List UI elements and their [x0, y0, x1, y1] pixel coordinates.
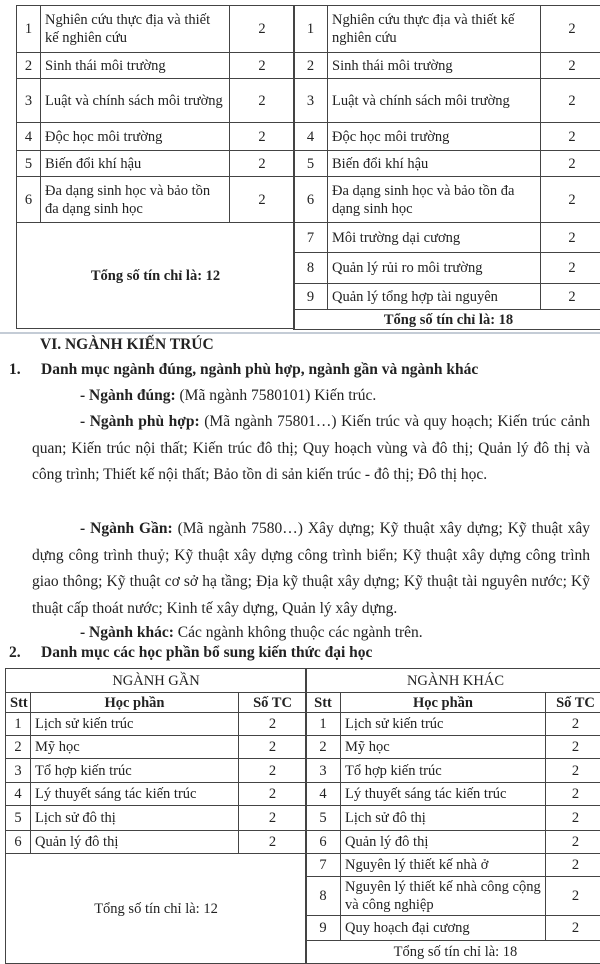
item-2-heading	[9, 644, 372, 662]
total-credits: Tổng số tín chỉ là: 12	[17, 223, 295, 329]
row-number: 4	[6, 783, 31, 806]
table-row	[294, 79, 600, 123]
row-number: 7	[306, 854, 341, 877]
table-row	[294, 253, 600, 284]
course-header: Học phần	[341, 693, 546, 713]
table-row	[306, 736, 600, 759]
total-credits: Tổng số tín chỉ là: 12	[6, 854, 307, 964]
row-number: 3	[17, 79, 41, 123]
credits: 2	[230, 53, 295, 79]
table-row	[294, 284, 600, 310]
course-name: Lịch sử kiến trúc	[31, 713, 239, 736]
row-number: 4	[17, 123, 41, 151]
table-row	[17, 53, 295, 79]
course-name: Lịch sử kiến trúc	[341, 713, 546, 736]
row-number: 6	[17, 177, 41, 223]
table-row	[17, 177, 295, 223]
row-number: 3	[294, 79, 328, 123]
credits-header: Số TC	[546, 693, 600, 713]
credits: 2	[541, 151, 600, 177]
table-row	[294, 223, 600, 253]
credits: 2	[541, 53, 600, 79]
table-row	[6, 759, 307, 783]
credits: 2	[239, 831, 307, 854]
total-credits: Tổng số tín chỉ là: 18	[294, 310, 600, 330]
course-name: Biến đổi khí hậu	[328, 151, 541, 177]
credits: 2	[230, 123, 295, 151]
row-number: 1	[17, 6, 41, 53]
credits: 2	[546, 916, 600, 941]
credits: 2	[230, 151, 295, 177]
table-row	[294, 151, 600, 177]
credits: 2	[546, 831, 600, 854]
credits: 2	[541, 79, 600, 123]
row-number: 6	[306, 831, 341, 854]
course-name: Độc học môi trường	[328, 123, 541, 151]
section-title	[40, 336, 214, 354]
course-name: Mỹ học	[31, 736, 239, 759]
page-separator	[0, 332, 600, 334]
course-name: Luật và chính sách môi trường	[41, 79, 230, 123]
nganh-gan-table	[5, 668, 307, 964]
nganh-dung-text: (Mã ngành 7580101) Kiến trúc.	[176, 387, 377, 404]
table-row	[306, 806, 600, 831]
credits: 2	[541, 123, 600, 151]
row-number: 1	[306, 713, 341, 736]
top-right-course-table	[293, 5, 600, 330]
credits: 2	[230, 79, 295, 123]
stt-header: Stt	[6, 693, 31, 713]
table-row	[294, 123, 600, 151]
nganh-phu-hop-paragraph	[32, 409, 590, 489]
table-row	[306, 831, 600, 854]
nganh-khac-text: Các ngành không thuộc các ngành trên.	[174, 624, 423, 641]
table-header-row	[306, 693, 600, 713]
total-credits: Tổng số tín chỉ là: 18	[306, 941, 600, 964]
credits: 2	[541, 177, 600, 223]
table-row	[294, 53, 600, 79]
nganh-dung-paragraph	[32, 383, 590, 410]
row-number: 8	[306, 877, 341, 916]
credits: 2	[546, 877, 600, 916]
total-row	[294, 310, 600, 330]
row-number: 6	[294, 177, 328, 223]
table-row	[17, 6, 295, 53]
course-name: Quản lý đô thị	[341, 831, 546, 854]
nganh-phu-hop-label: - Ngành phù hợp:	[80, 413, 200, 430]
table-row	[6, 736, 307, 759]
table-row	[294, 6, 600, 53]
credits: 2	[541, 253, 600, 284]
credits: 2	[239, 759, 307, 783]
course-name: Quản lý đô thị	[31, 831, 239, 854]
table-row	[6, 783, 307, 806]
row-number: 3	[306, 759, 341, 783]
row-number: 6	[6, 831, 31, 854]
course-name: Đa dạng sinh học và bảo tồn đa dạng sinh học	[41, 177, 230, 223]
course-name: Tổ hợp kiến trúc	[31, 759, 239, 783]
total-row	[6, 854, 307, 964]
row-number: 1	[294, 6, 328, 53]
item-2-title: Danh mục các học phần bổ sung kiến thức đại học	[41, 644, 372, 661]
credits: 2	[541, 284, 600, 310]
course-name: Sinh thái môi trường	[328, 53, 541, 79]
total-row	[17, 223, 295, 329]
row-number: 7	[294, 223, 328, 253]
credits: 2	[546, 783, 600, 806]
item-1-title: Danh mục ngành đúng, ngành phù hợp, ngành gần và ngành khác	[41, 361, 478, 378]
nganh-phu-hop-text: (Mã ngành 75801…) Kiến trúc và quy hoạch; Kiến trúc cảnh quan; Kiến trúc nội thất; Kiến trúc đô thị; Quy hoạch vùng và đô thị; Quản lý đô thị và công trình; Thiết kế nội thất; Bảo tồn di sản kiến trúc - đô thị; Đô thị học.	[32, 413, 590, 483]
credits: 2	[230, 177, 295, 223]
course-name: Lý thuyết sáng tác kiến trúc	[31, 783, 239, 806]
credits: 2	[541, 6, 600, 53]
credits: 2	[239, 806, 307, 831]
item-2-number: 2.	[9, 644, 41, 662]
course-name: Luật và chính sách môi trường	[328, 79, 541, 123]
credits: 2	[546, 759, 600, 783]
total-row	[306, 941, 600, 964]
row-number: 5	[6, 806, 31, 831]
table-row	[306, 854, 600, 877]
course-name: Lịch sử đô thị	[31, 806, 239, 831]
course-name: Tổ hợp kiến trúc	[341, 759, 546, 783]
row-number: 3	[6, 759, 31, 783]
row-number: 2	[6, 736, 31, 759]
table-row	[17, 151, 295, 177]
table-title-row	[306, 669, 600, 693]
row-number: 5	[17, 151, 41, 177]
course-name: Quy hoạch đại cương	[341, 916, 546, 941]
nganh-khac-table	[305, 668, 600, 964]
nganh-khac-label: - Ngành khác:	[80, 624, 174, 641]
table-title: NGÀNH GẦN	[6, 669, 307, 693]
credits: 2	[546, 736, 600, 759]
section-title-text: VI. NGÀNH KIẾN TRÚC	[40, 336, 214, 353]
table-row	[6, 713, 307, 736]
course-name: Đa dạng sinh học và bảo tồn đa dạng sinh học	[328, 177, 541, 223]
table-title: NGÀNH KHÁC	[306, 669, 600, 693]
course-name: Lịch sử đô thị	[341, 806, 546, 831]
row-number: 5	[294, 151, 328, 177]
stt-header: Stt	[306, 693, 341, 713]
row-number: 8	[294, 253, 328, 284]
table-row	[6, 831, 307, 854]
table-row	[17, 123, 295, 151]
row-number: 9	[306, 916, 341, 941]
table-row	[306, 877, 600, 916]
nganh-dung-label: - Ngành đúng:	[80, 387, 176, 404]
row-number: 4	[306, 783, 341, 806]
nganh-gan-paragraph	[32, 516, 590, 622]
credits: 2	[541, 223, 600, 253]
credits: 2	[239, 783, 307, 806]
course-name: Nguyên lý thiết kế nhà ở	[341, 854, 546, 877]
table-row	[306, 916, 600, 941]
table-row	[306, 713, 600, 736]
credits: 2	[239, 713, 307, 736]
row-number: 5	[306, 806, 341, 831]
table-row	[6, 806, 307, 831]
course-name: Môi trường dại cương	[328, 223, 541, 253]
item-1-heading	[9, 361, 478, 379]
course-name: Lý thuyết sáng tác kiến trúc	[341, 783, 546, 806]
course-name: Nghiên cứu thực địa và thiết kế nghiên cứu	[328, 6, 541, 53]
table-row	[306, 759, 600, 783]
course-name: Biến đổi khí hậu	[41, 151, 230, 177]
table-header-row	[6, 693, 307, 713]
credits: 2	[546, 854, 600, 877]
table-title-row	[6, 669, 307, 693]
credits-header: Số TC	[239, 693, 307, 713]
nganh-khac-paragraph	[32, 620, 590, 647]
table-row	[294, 177, 600, 223]
row-number: 2	[17, 53, 41, 79]
nganh-gan-text: (Mã ngành 7580…) Xây dựng; Kỹ thuật xây dựng; Kỹ thuật xây dựng công trình thuỷ; Kỹ thuật xây dựng công trình biển; Kỹ thuật xây dựng công trình giao thông; Kỹ thuật cơ sở hạ tầng; Địa kỹ thuật xây dựng; Kỹ thuật tài nguyên nước; Kỹ thuật cấp thoát nước; Kinh tế xây dựng, Quản lý xây dựng.	[32, 520, 590, 617]
table-row	[17, 79, 295, 123]
credits: 2	[546, 713, 600, 736]
row-number: 2	[306, 736, 341, 759]
nganh-gan-label: - Ngành Gần:	[80, 520, 173, 537]
row-number: 1	[6, 713, 31, 736]
row-number: 2	[294, 53, 328, 79]
row-number: 4	[294, 123, 328, 151]
item-1-number: 1.	[9, 361, 41, 379]
course-name: Mỹ học	[341, 736, 546, 759]
credits: 2	[230, 6, 295, 53]
course-header: Học phần	[31, 693, 239, 713]
credits: 2	[239, 736, 307, 759]
credits: 2	[546, 806, 600, 831]
row-number: 9	[294, 284, 328, 310]
course-name: Nguyên lý thiết kế nhà công cộng và công nghiệp	[341, 877, 546, 916]
course-name: Sinh thái môi trường	[41, 53, 230, 79]
top-left-course-table	[16, 5, 295, 329]
course-name: Nghiên cứu thực địa và thiết kế nghiên cứu	[41, 6, 230, 53]
course-name: Quản lý tổng hợp tài nguyên	[328, 284, 541, 310]
course-name: Quản lý rủi ro môi trường	[328, 253, 541, 284]
table-row	[306, 783, 600, 806]
course-name: Độc học môi trường	[41, 123, 230, 151]
